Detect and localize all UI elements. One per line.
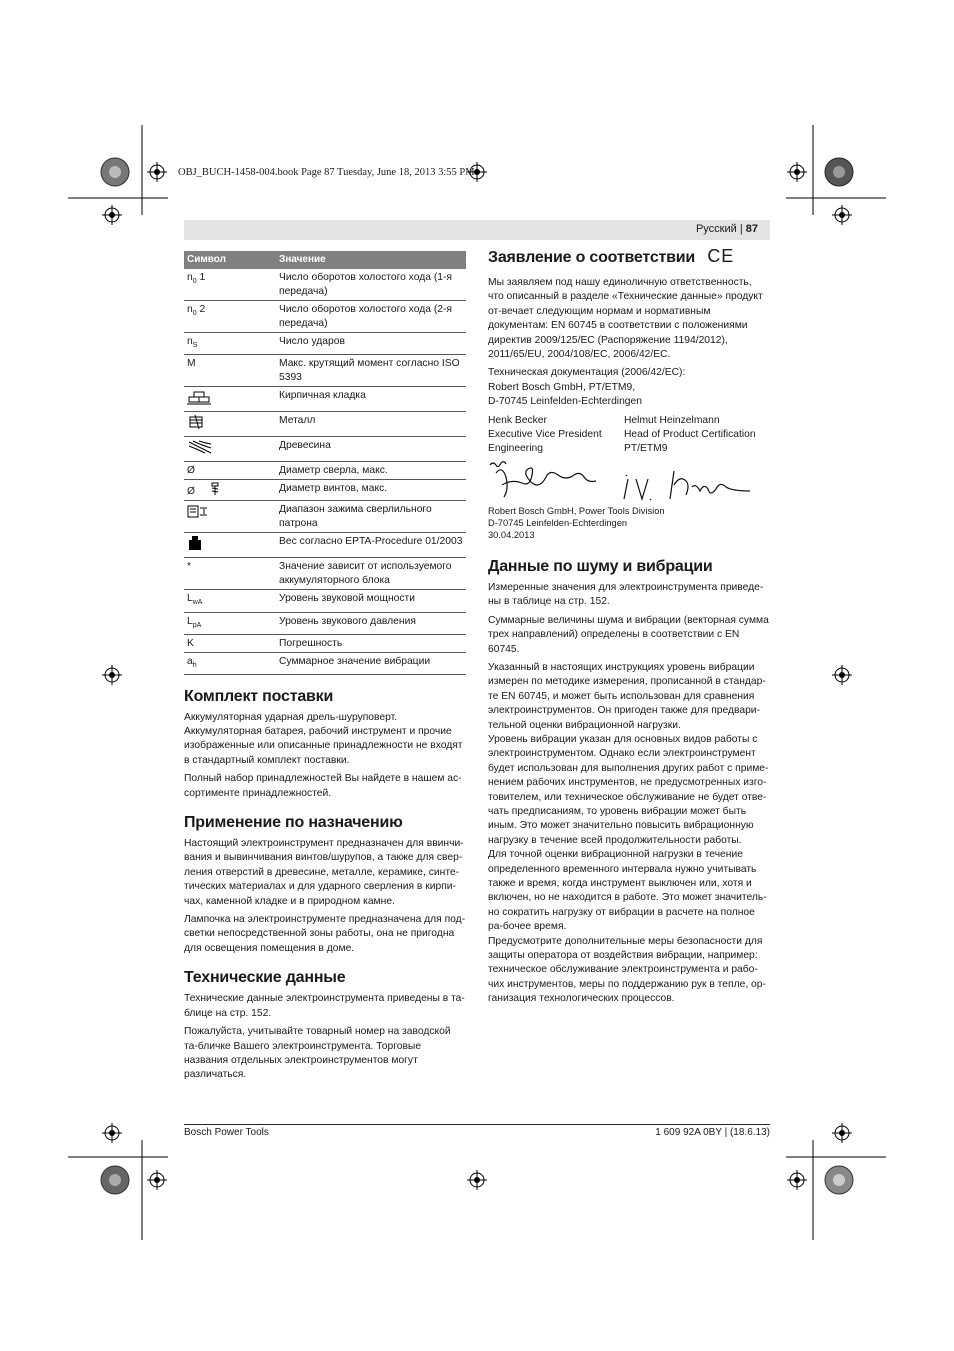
noise-p5: Для точной оценки вибрационной нагрузки в течение определенного временного интервала нужно учитывать также и время, когда инструмент выключен или, хотя и включен, но не находится в работе. Это может значитель-но сократить нагрузку от вибрации в расчете на полное ра-бочее время. (488, 849, 767, 933)
chuck-range-icon (187, 503, 209, 519)
file-header: OBJ_BUCH-1458-004.book Page 87 Tuesday, June 18, 2013 3:55 PM (178, 167, 475, 178)
declaration-date: 30.04.2013 (488, 529, 535, 540)
table-row: Вес согласно EPTA-Procedure 01/2003 (184, 533, 466, 558)
conformity-heading (488, 246, 770, 268)
signer-2 (624, 414, 756, 457)
footer-left: Bosch Power Tools (184, 1127, 269, 1138)
ce-mark-icon: CE (707, 246, 735, 266)
tech-doc-address: D-70745 Leinfelden-Echterdingen (488, 396, 642, 408)
table-row: $a_h$ Суммарное значение вибрации (184, 652, 466, 674)
table-row: * Значение зависит от используемого аккумуляторного блока (184, 558, 466, 590)
right-column (488, 246, 770, 1011)
tech-doc-label: Техническая документация (2006/42/EC): (488, 367, 686, 379)
table-row: Кирпичная кладка (184, 387, 466, 412)
tech-data-p2: Пожалуйста, учитывайте товарный номер на заводской та-бличке Вашего электроинструмента. Торговые названия отдельных электроинструментов могут различаться. (184, 1026, 451, 1081)
conformity-p1: Мы заявляем под нашу единоличную ответственность, что описанный в разделе «Технические данные» продукт от-вечает следующим нормам и нормативным документам: EN 60745 в соответствии с положениями директив 2009/125/EC (Распоряжение 1194/2012), 2011/65/EU, 2004/108/EC, 2006/42/EC. (488, 277, 763, 361)
signers (488, 414, 770, 457)
signer2-name: Helmut Heinzelmann (624, 414, 720, 426)
signer1-title2: Engineering (488, 443, 543, 455)
table-row: Ø Диаметр сверла, макс. (184, 462, 466, 480)
header-language: Русский (695, 223, 737, 235)
noise-p6: Предусмотрите дополнительные меры безопасности для защиты оператора от воздействия вибрации, например: техническое обслуживание электроинструмента и рабо-чих инструментов, меры по поддержанию рук в тепле, ор-ганизация технологических процессов. (488, 935, 766, 1005)
table-row: K Погрешность (184, 634, 466, 652)
brick-icon (187, 389, 211, 405)
table-header-symbol: Символ (184, 251, 276, 269)
noise-p4: Уровень вибрации указан для основных видов работы с электроинструментом. Однако если электроинструмент будет использован для выполнения других работ с приме-нением рабочих инструментов, не предусмотренных изго-товителем, или техническое обслуживание не будет отве-чать предписаниям, то уровень вибрации может быть иным. Это может значительно повысить вибрационную нагрузку в течение всей продолжительности работы. (488, 733, 769, 846)
company-block (488, 505, 770, 541)
noise-heading: Данные по шуму и вибрации (488, 557, 713, 575)
wood-icon (187, 439, 213, 455)
signer2-title1: Head of Product Certification (624, 429, 756, 441)
delivery-p2: Полный набор принадлежностей Вы найдете в нашем ас-сортименте принадлежностей. (184, 773, 462, 799)
table-row: $n_0$ 1 Число оборотов холостого хода (1-я передача) (184, 269, 466, 301)
company-line2: D-70745 Leinfelden-Echterdingen (488, 517, 628, 528)
tech-data-p1: Технические данные электроинструмента приведены в та-блице на стр. 152. (184, 993, 465, 1019)
table-row: $L_{wA}$ Уровень звуковой мощности (184, 590, 466, 612)
weight-icon (187, 535, 203, 551)
intended-use-p1: Настоящий электроинструмент предназначен для ввинчи-вания и вывинчивания винтов/шурупов, а также для свер-ления отверстий в древесине, металле, керамике, синте-тических материалах и для ударного сверления в кирпи-чах, каменной кладке и в природном камне. (184, 838, 464, 907)
page-number: 87 (745, 223, 758, 235)
table-row: Ø Диаметр винтов, макс. (184, 480, 466, 501)
metal-icon (187, 414, 207, 430)
intended-use-heading: Применение по назначению (184, 814, 403, 832)
table-row: Металл (184, 412, 466, 437)
left-column (184, 251, 466, 1087)
signatures-image (488, 457, 770, 505)
noise-p3: Указанный в настоящих инструкциях уровень вибрации измерен по методике измерения, прописанной в стандар-те EN 60745, и может быть использован для сравнения электроинструментов. Он пригоден также для предвари-тельной оценки вибрационной нагрузки. (488, 661, 766, 731)
signer2-title2: PT/ETM9 (624, 443, 668, 455)
page-footer (184, 1124, 770, 1138)
conformity-p2 (488, 366, 770, 409)
table-row: $n_S$ Число ударов (184, 333, 466, 355)
signer1-name: Henk Becker (488, 414, 547, 426)
signer-1 (488, 414, 624, 457)
header-separator: | (739, 223, 743, 235)
screw-icon (208, 482, 222, 496)
company-line1: Robert Bosch GmbH, Power Tools Division (488, 505, 665, 516)
signer1-title1: Executive Vice President (488, 429, 602, 441)
table-row: $L_{pA}$ Уровень звукового давления (184, 612, 466, 634)
table-row: $n_0$ 2 Число оборотов холостого хода (2-я передача) (184, 301, 466, 333)
delivery-heading: Комплект поставки (184, 687, 334, 705)
tech-doc-company: Robert Bosch GmbH, PT/ETM9, (488, 381, 636, 393)
noise-p1: Измеренные значения для электроинструмента приведе-ны в таблице на стр. 152. (488, 581, 764, 608)
intended-use-p2: Лампочка на электроинструменте предназначена для под-светки непосредственной зоны работы, она не пригодна для освещения помещения в доме. (184, 914, 466, 954)
table-row: M Макс. крутящий момент согласно ISO 5393 (184, 355, 466, 387)
table-row: Древесина (184, 437, 466, 462)
tech-data-heading: Технические данные (184, 969, 346, 987)
footer-right: 1 609 92A 0BY | (18.6.13) (655, 1127, 770, 1138)
running-header (184, 220, 770, 240)
delivery-p1: Аккумуляторная ударная дрель-шуруповерт. Аккумуляторная батарея, рабочий инструмент и прочие изображенные или описанные принадлежности не входят в стандартный комплект поставки. (184, 711, 463, 766)
symbol-table (184, 251, 466, 675)
table-header-meaning: Значение (276, 251, 466, 269)
conformity-heading-text: Заявление о соответствии (488, 249, 696, 266)
noise-p2: Суммарные величины шума и вибрации (векторная сумма трех направлений) определены в соответствии с EN 60745. (488, 614, 769, 655)
table-row: Диапазон зажима сверлильного патрона (184, 501, 466, 533)
